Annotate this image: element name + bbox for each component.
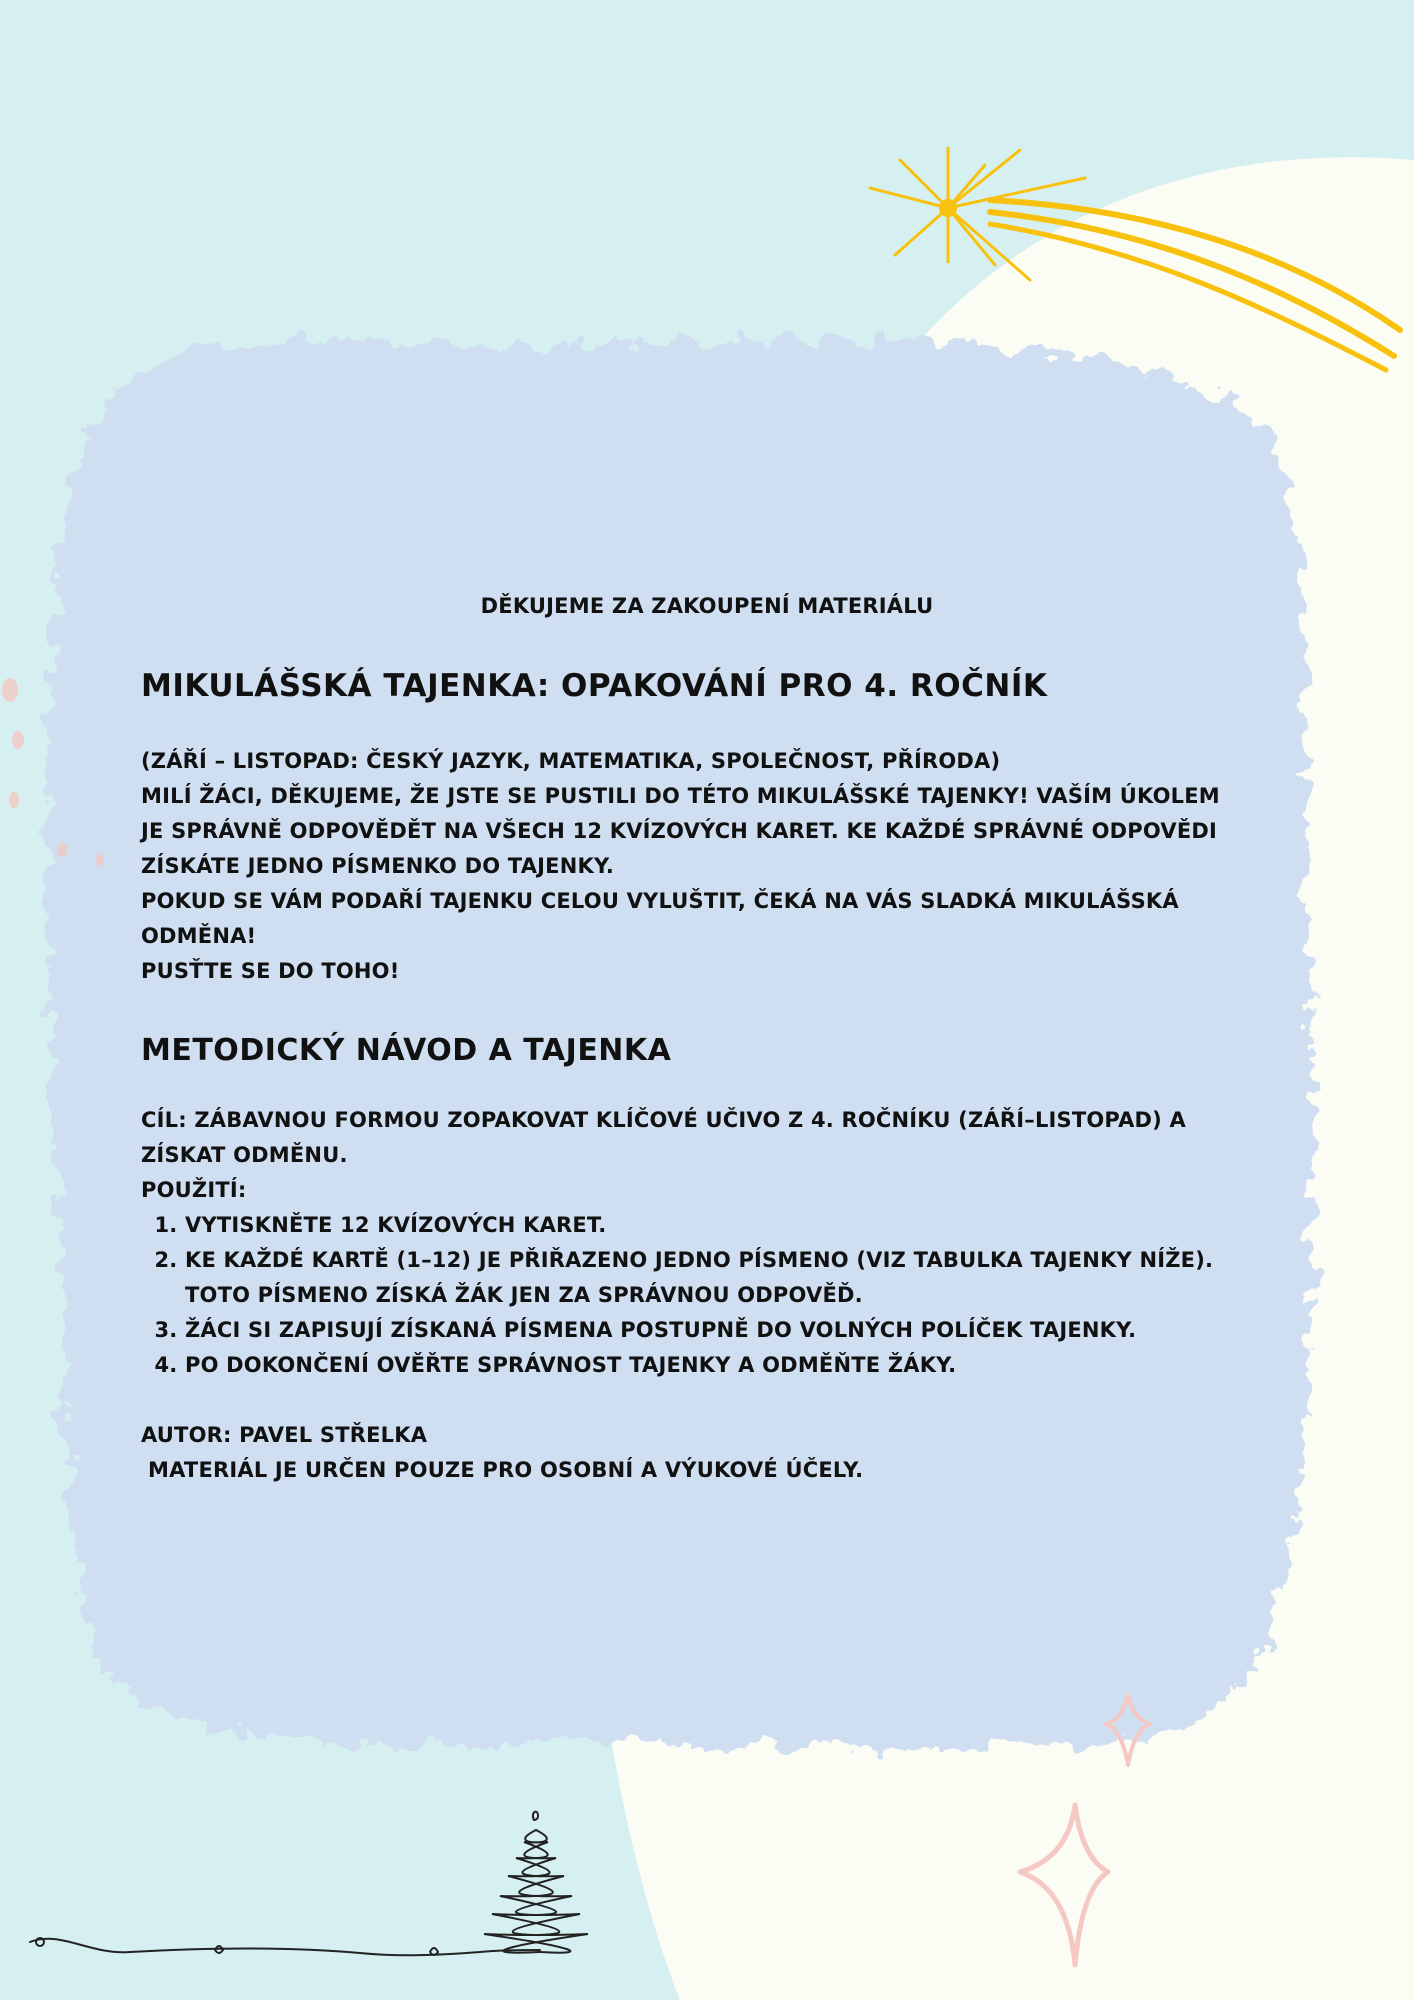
encouragement-line: PUSŤTE SE DO TOHO! xyxy=(141,959,400,983)
section-title: METODICKÝ NÁVOD A TAJENKA xyxy=(141,1033,672,1068)
usage-label: POUŽITÍ: xyxy=(141,1178,247,1202)
author-block xyxy=(141,1418,1241,1488)
document-content xyxy=(141,590,1241,1488)
thanks-heading: DĚKUJEME ZA ZAKOUPENÍ MATERIÁLU xyxy=(480,594,934,618)
steps-list xyxy=(141,1208,1241,1383)
christmas-tree-icon xyxy=(30,1812,588,1956)
reward-paragraph: POKUD SE VÁM PODAŘÍ TAJENKU CELOU VYLUŠTIT, ČEKÁ NA VÁS SLADKÁ MIKULÁŠSKÁ ODMĚNA! xyxy=(141,889,1179,948)
step-item: 2. KE KAŽDÉ KARTĚ (1–12) JE PŘIŘAZENO JEDNO PÍSMENO (VIZ TABULKA TAJENKY NÍŽE). TOTO PÍSMENO ZÍSKÁ ŽÁK JEN ZA SPRÁVNOU ODPOVĚĎ. xyxy=(185,1243,1241,1313)
subjects-line: (ZÁŘÍ – LISTOPAD: ČESKÝ JAZYK, MATEMATIKA, SPOLEČNOST, PŘÍRODA) xyxy=(141,749,1001,773)
document-title: MIKULÁŠSKÁ TAJENKA: OPAKOVÁNÍ PRO 4. ROČNÍK xyxy=(141,668,1048,704)
goal-line: CÍL: ZÁBAVNOU FORMOU ZOPAKOVAT KLÍČOVÉ UČIVO Z 4. ROČNÍKU (ZÁŘÍ–LISTOPAD) A ZÍSKAT ODMĚNU. xyxy=(141,1108,1186,1167)
step-item: 1. VYTISKNĚTE 12 KVÍZOVÝCH KARET. xyxy=(185,1208,1241,1243)
intro-paragraph: MILÍ ŽÁCI, DĚKUJEME, ŽE JSTE SE PUSTILI DO TÉTO MIKULÁŠSKÉ TAJENKY! VAŠÍM ÚKOLEM JE SPRÁVNĚ ODPOVĚDĚT NA VŠECH 12 KVÍZOVÝCH KARET. KE KAŽDÉ SPRÁVNÉ ODPOVĚDI ZÍSKÁTE JEDNO PÍSMENKO DO TAJENKY. xyxy=(141,784,1220,878)
usage-note: MATERIÁL JE URČEN POUZE PRO OSOBNÍ A VÝUKOVÉ ÚČELY. xyxy=(148,1458,864,1482)
step-item: 3. ŽÁCI SI ZAPISUJÍ ZÍSKANÁ PÍSMENA POSTUPNĚ DO VOLNÝCH POLÍČEK TAJENKY. xyxy=(185,1313,1241,1348)
author-line: AUTOR: PAVEL STŘELKA xyxy=(141,1423,428,1447)
step-item: 4. PO DOKONČENÍ OVĚŘTE SPRÁVNOST TAJENKY A ODMĚŇTE ŽÁKY. xyxy=(185,1348,1241,1383)
